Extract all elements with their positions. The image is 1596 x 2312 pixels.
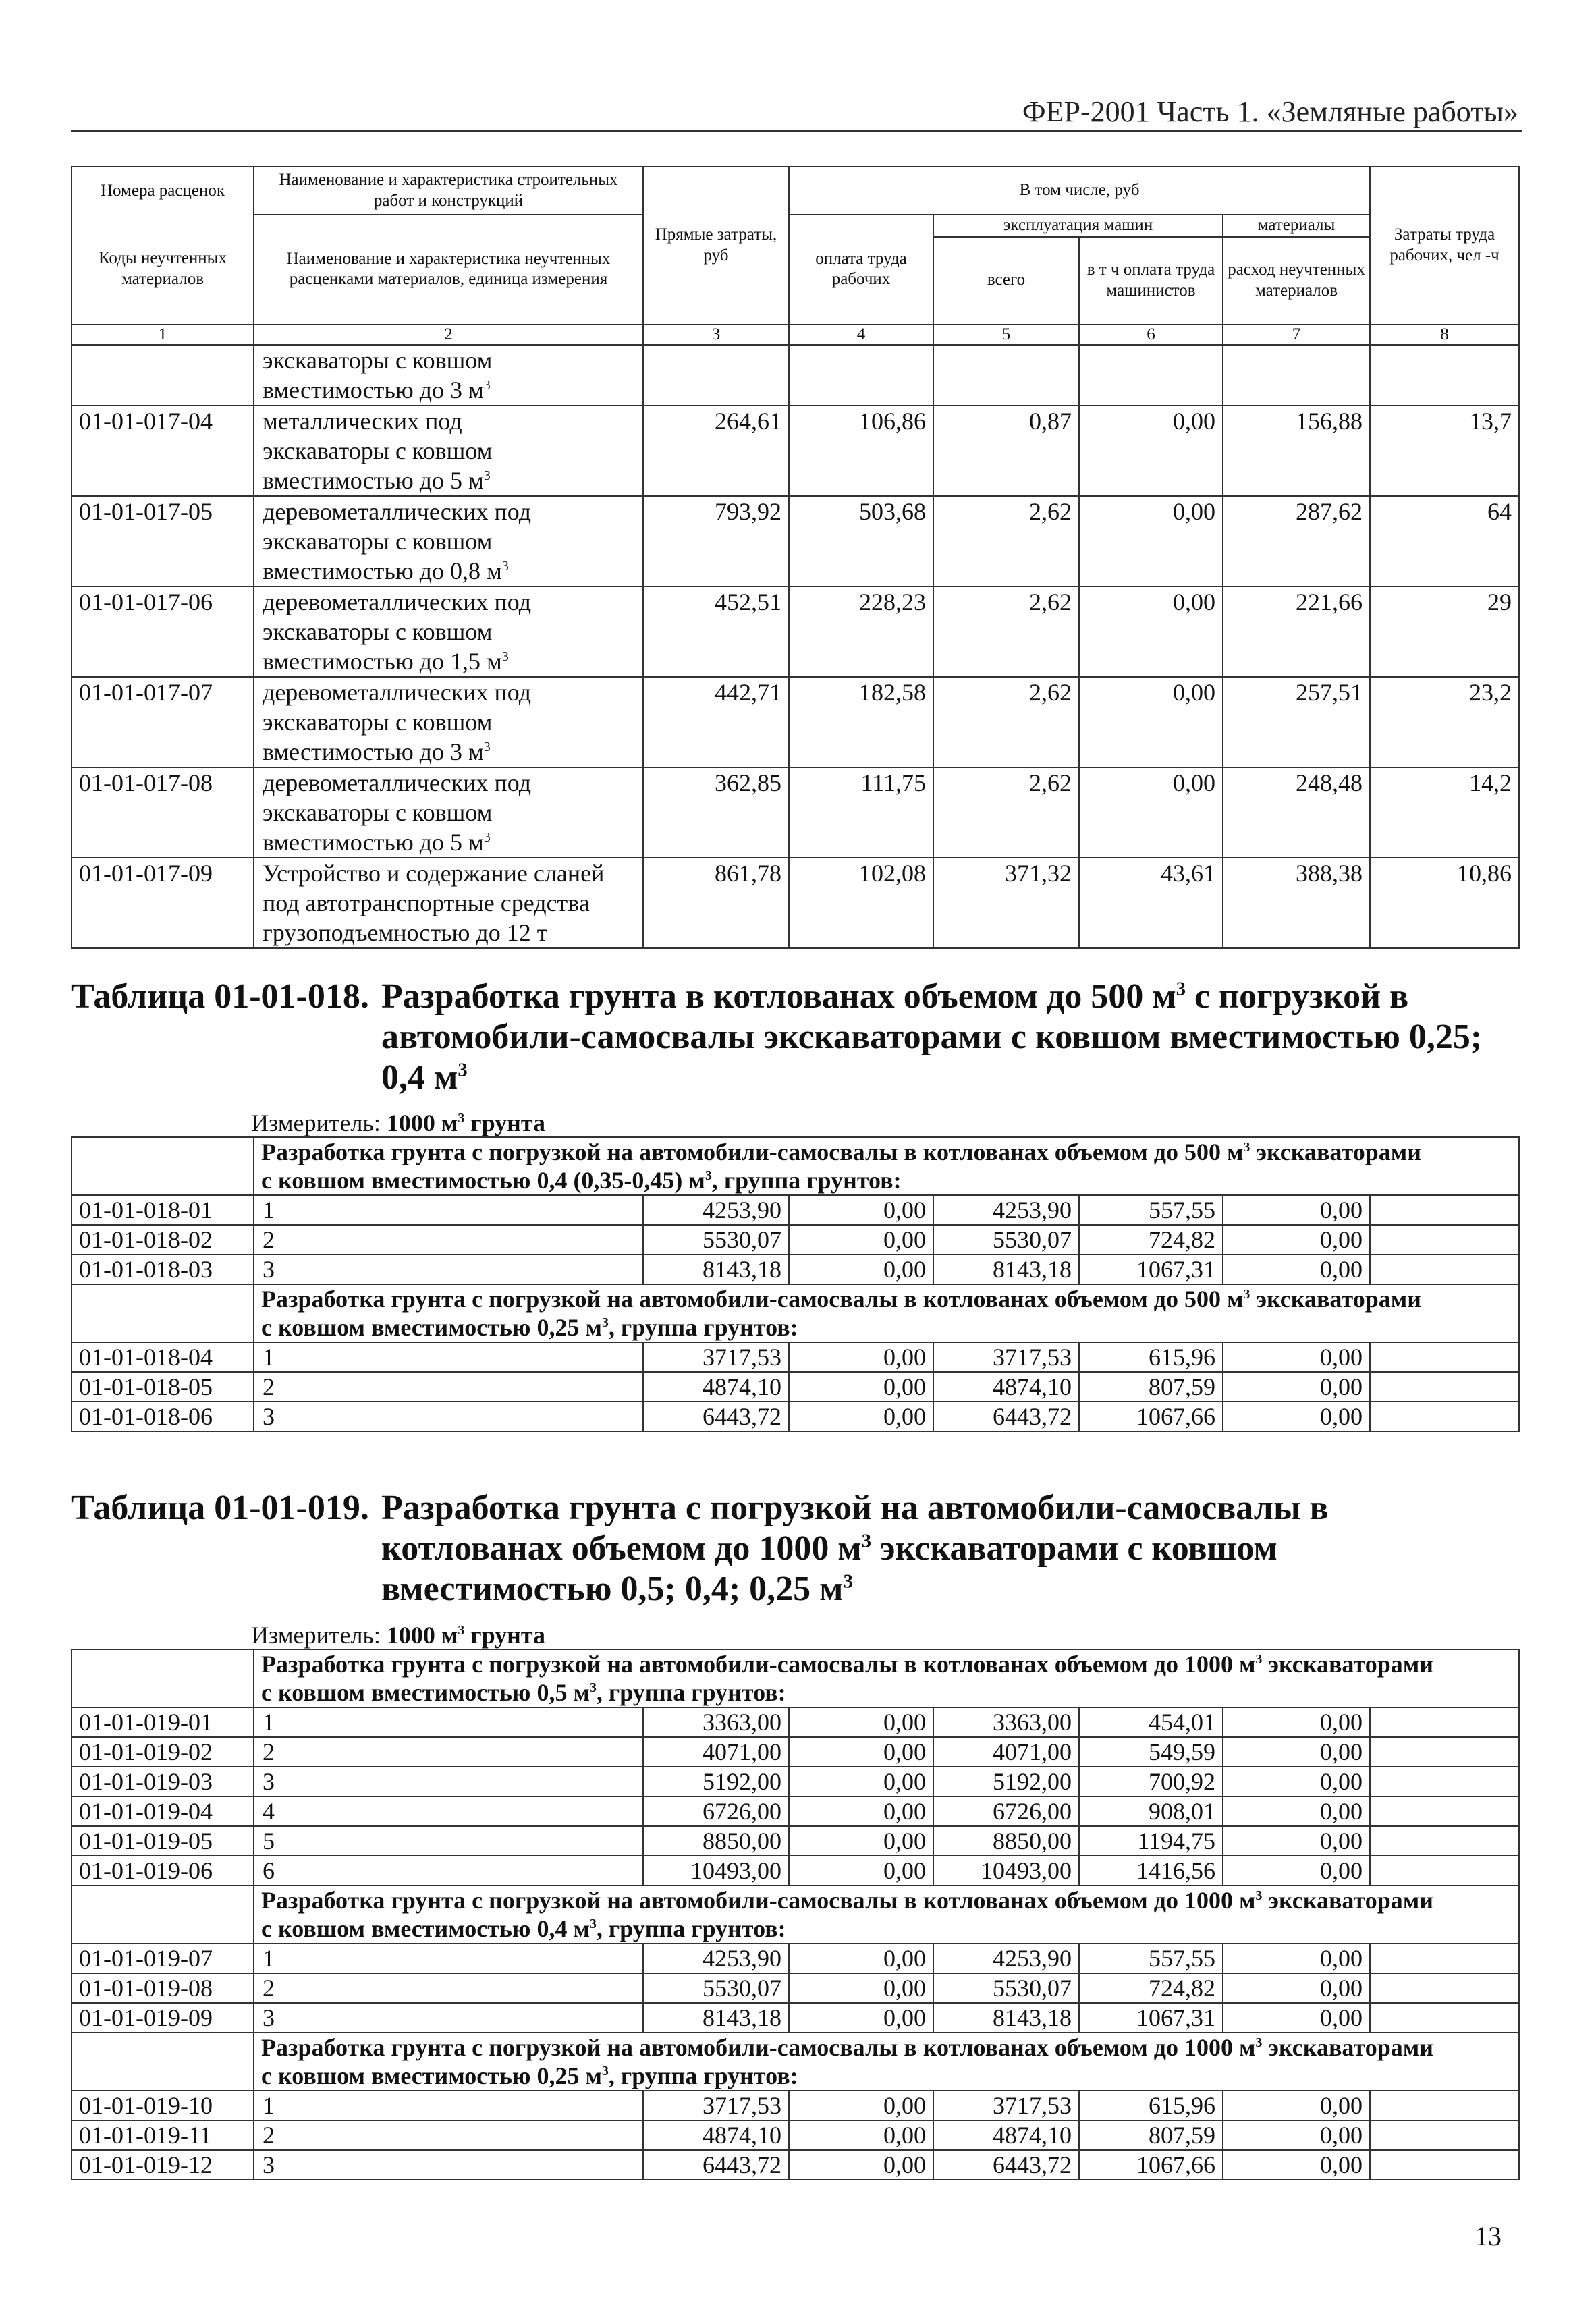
group-header-row bbox=[72, 1284, 1519, 1342]
col-header-worker-pay: оплата труда рабочих bbox=[789, 215, 933, 325]
value-cell: 5192,00 bbox=[933, 1767, 1079, 1796]
rate-code: 01-01-019-11 bbox=[72, 2120, 254, 2150]
soil-group: 6 bbox=[254, 1856, 643, 1886]
table-018 bbox=[71, 1136, 1520, 1432]
value-cell: 4253,90 bbox=[933, 1944, 1079, 1973]
value-cell: 6726,00 bbox=[643, 1796, 789, 1826]
continuation-row bbox=[72, 345, 1519, 406]
value-cell: 14,2 bbox=[1370, 767, 1519, 858]
rate-code: 01-01-017-08 bbox=[72, 767, 254, 858]
value-cell: 5530,07 bbox=[643, 1225, 789, 1255]
table-row bbox=[72, 1402, 1519, 1431]
soil-group: 2 bbox=[254, 2120, 643, 2150]
value-cell: 0,00 bbox=[1223, 1372, 1370, 1402]
value-cell: 557,55 bbox=[1079, 1944, 1223, 1973]
value-cell: 3717,53 bbox=[933, 2091, 1079, 2120]
table-row bbox=[72, 2003, 1519, 2033]
value-cell: 0,00 bbox=[1223, 1342, 1370, 1372]
value-cell: 0,00 bbox=[1079, 586, 1223, 677]
table-019-label: Таблица 01-01-019. bbox=[71, 1489, 369, 1527]
rate-code: 01-01-019-07 bbox=[72, 1944, 254, 1973]
value-cell: 4253,90 bbox=[933, 1195, 1079, 1225]
value-cell: 908,01 bbox=[1079, 1796, 1223, 1826]
value-cell: 3363,00 bbox=[643, 1707, 789, 1737]
soil-group: 1 bbox=[254, 1944, 643, 1973]
value-cell: 4874,10 bbox=[933, 2120, 1079, 2150]
column-number: 2 bbox=[254, 325, 643, 345]
col-header-materials: материалы bbox=[1223, 215, 1370, 237]
table-row bbox=[72, 1856, 1519, 1886]
rate-description: металлических под экскаваторы с ковшом вместимостью до 5 $м^3$ bbox=[254, 406, 643, 496]
table-019-title: Таблица 01-01-019. Разработка грунта с погрузкой на автомобили-самосвалы в котлованах объемом до 1000 $м^3$ экскаваторами с ковшом вместимостью 0,5; 0,4; 0,25 $м^3$ bbox=[71, 1489, 1329, 1608]
value-cell: 5530,07 bbox=[933, 1225, 1079, 1255]
soil-group: 1 bbox=[254, 2091, 643, 2120]
value-cell: 0,00 bbox=[789, 2150, 933, 2180]
page-number: 13 bbox=[1475, 2221, 1502, 2251]
value-cell: 0,00 bbox=[789, 1826, 933, 1856]
rate-code: 01-01-018-03 bbox=[72, 1255, 254, 1284]
table-019-meter: Измеритель: 1000 $м^3$ грунта bbox=[251, 1622, 546, 1649]
value-cell: 6443,72 bbox=[933, 1402, 1079, 1431]
value-cell: 0,00 bbox=[1223, 1796, 1370, 1826]
soil-group: 1 bbox=[254, 1195, 643, 1225]
value-cell: 0,00 bbox=[789, 1195, 933, 1225]
value-cell: 549,59 bbox=[1079, 1737, 1223, 1767]
value-cell: 5530,07 bbox=[643, 1973, 789, 2003]
value-cell: 0,00 bbox=[789, 1372, 933, 1402]
soil-group: 2 bbox=[254, 1372, 643, 1402]
column-number: 5 bbox=[933, 325, 1079, 345]
running-header: ФЕР-2001 Часть 1. «Земляные работы» bbox=[1022, 95, 1518, 128]
value-cell: 0,00 bbox=[1223, 1856, 1370, 1886]
table-row bbox=[72, 586, 1519, 677]
value-cell: 0,00 bbox=[1223, 1973, 1370, 2003]
value-cell: 4253,90 bbox=[643, 1195, 789, 1225]
value-cell: 10493,00 bbox=[643, 1856, 789, 1886]
value-cell: 0,00 bbox=[789, 2003, 933, 2033]
soil-group: 2 bbox=[254, 1973, 643, 2003]
value-cell: 3363,00 bbox=[933, 1707, 1079, 1737]
value-cell: 0,00 bbox=[789, 1767, 933, 1796]
value-cell: 388,38 bbox=[1223, 858, 1370, 948]
table-row bbox=[72, 858, 1519, 948]
value-cell: 0,00 bbox=[789, 1402, 933, 1431]
value-cell: 0,00 bbox=[789, 1707, 933, 1737]
value-cell: 248,48 bbox=[1223, 767, 1370, 858]
table-row bbox=[72, 1225, 1519, 1255]
soil-group: 1 bbox=[254, 1707, 643, 1737]
value-cell: 257,51 bbox=[1223, 677, 1370, 767]
value-cell: 1194,75 bbox=[1079, 1826, 1223, 1856]
table-row bbox=[72, 767, 1519, 858]
value-cell: 0,00 bbox=[1079, 406, 1223, 496]
header-row-1 bbox=[72, 167, 1519, 215]
table-row bbox=[72, 1195, 1519, 1225]
value-cell: 0,00 bbox=[1223, 1255, 1370, 1284]
value-cell: 1416,56 bbox=[1079, 1856, 1223, 1886]
rate-code: 01-01-019-06 bbox=[72, 1856, 254, 1886]
group-header-row bbox=[72, 2033, 1519, 2091]
value-cell: 5192,00 bbox=[643, 1767, 789, 1796]
rate-code: 01-01-018-01 bbox=[72, 1195, 254, 1225]
group-description: Разработка грунта с погрузкой на автомобили-самосвалы в котлованах объемом до 1000 $м^3$ экскаваторами с ковшом вместимостью 0,25 $м^3$, группа грунтов: bbox=[254, 2033, 1519, 2091]
group-description: Разработка грунта с погрузкой на автомобили-самосвалы в котлованах объемом до 500 $м^3$ экскаваторами с ковшом вместимостью 0,4 (0,35-0,45) $м^3$, группа грунтов: bbox=[254, 1137, 1519, 1195]
rate-description: деревометаллических под экскаваторы с ковшом вместимостью до 1,5 $м^3$ bbox=[254, 586, 643, 677]
rate-description: Устройство и содержание сланей под автотранспортные средства грузоподъемностью до 12 т bbox=[254, 858, 643, 948]
table-row bbox=[72, 2150, 1519, 2180]
value-cell: 1067,31 bbox=[1079, 2003, 1223, 2033]
value-cell: 10493,00 bbox=[933, 1856, 1079, 1886]
table-row bbox=[72, 677, 1519, 767]
rate-code: 01-01-019-08 bbox=[72, 1973, 254, 2003]
value-cell: 0,00 bbox=[1079, 677, 1223, 767]
value-cell: 6443,72 bbox=[933, 2150, 1079, 2180]
value-cell: 0,00 bbox=[1223, 1737, 1370, 1767]
value-cell: 557,55 bbox=[1079, 1195, 1223, 1225]
value-cell: 8143,18 bbox=[933, 1255, 1079, 1284]
value-cell: 0,00 bbox=[1223, 2150, 1370, 2180]
soil-group: 2 bbox=[254, 1737, 643, 1767]
header-row-2 bbox=[72, 215, 1519, 237]
column-number: 7 bbox=[1223, 325, 1370, 345]
value-cell: 0,00 bbox=[789, 1856, 933, 1886]
value-cell: 0,00 bbox=[789, 1255, 933, 1284]
rate-code: 01-01-017-05 bbox=[72, 496, 254, 586]
value-cell: 0,00 bbox=[1079, 496, 1223, 586]
value-cell: 362,85 bbox=[643, 767, 789, 858]
value-cell: 1067,66 bbox=[1079, 1402, 1223, 1431]
col-header-works: Наименование и характеристика строительных работ и конструкций bbox=[254, 167, 643, 215]
value-cell: 29 bbox=[1370, 586, 1519, 677]
group-header-row bbox=[72, 1649, 1519, 1707]
value-cell: 793,92 bbox=[643, 496, 789, 586]
value-cell: 111,75 bbox=[789, 767, 933, 858]
value-cell: 371,32 bbox=[933, 858, 1079, 948]
column-number: 4 bbox=[789, 325, 933, 345]
column-number: 1 bbox=[72, 325, 254, 345]
group-header-row bbox=[72, 1886, 1519, 1944]
soil-group: 3 bbox=[254, 1767, 643, 1796]
rate-code: 01-01-019-04 bbox=[72, 1796, 254, 1826]
rate-code: 01-01-017-07 bbox=[72, 677, 254, 767]
soil-group: 5 bbox=[254, 1826, 643, 1856]
value-cell: 503,68 bbox=[789, 496, 933, 586]
value-cell: 0,00 bbox=[789, 2120, 933, 2150]
rate-code: 01-01-018-02 bbox=[72, 1225, 254, 1255]
soil-group: 4 bbox=[254, 1796, 643, 1826]
value-cell: 156,88 bbox=[1223, 406, 1370, 496]
value-cell: 724,82 bbox=[1079, 1973, 1223, 2003]
value-cell: 4071,00 bbox=[933, 1737, 1079, 1767]
col-header-rates: Номера расценок bbox=[72, 167, 254, 215]
col-header-machines-total: всего bbox=[933, 237, 1079, 325]
rate-code: 01-01-019-01 bbox=[72, 1707, 254, 1737]
value-cell: 0,00 bbox=[1223, 1826, 1370, 1856]
value-cell: 2,62 bbox=[933, 586, 1079, 677]
value-cell: 2,62 bbox=[933, 767, 1079, 858]
group-header-row bbox=[72, 1137, 1519, 1195]
rate-code: 01-01-019-12 bbox=[72, 2150, 254, 2180]
table-row bbox=[72, 1973, 1519, 2003]
table-row bbox=[72, 1255, 1519, 1284]
value-cell: 0,00 bbox=[1223, 2120, 1370, 2150]
continuation-desc: экскаваторы с ковшом вместимостью до 3 $м^3$ bbox=[254, 345, 643, 406]
value-cell: 1067,31 bbox=[1079, 1255, 1223, 1284]
value-cell: 8143,18 bbox=[643, 2003, 789, 2033]
table-018-label: Таблица 01-01-018. bbox=[71, 977, 369, 1016]
value-cell: 10,86 bbox=[1370, 858, 1519, 948]
table-row bbox=[72, 2120, 1519, 2150]
value-cell: 1067,66 bbox=[1079, 2150, 1223, 2180]
table-row bbox=[72, 2091, 1519, 2120]
value-cell: 4071,00 bbox=[643, 1737, 789, 1767]
value-cell: 0,00 bbox=[789, 1737, 933, 1767]
value-cell: 8143,18 bbox=[933, 2003, 1079, 2033]
table-row bbox=[72, 1767, 1519, 1796]
value-cell: 0,00 bbox=[1079, 767, 1223, 858]
value-cell: 182,58 bbox=[789, 677, 933, 767]
table-017 bbox=[71, 166, 1520, 949]
value-cell: 0,00 bbox=[789, 2091, 933, 2120]
value-cell: 0,00 bbox=[789, 1973, 933, 2003]
value-cell: 442,71 bbox=[643, 677, 789, 767]
value-cell: 4874,10 bbox=[933, 1372, 1079, 1402]
value-cell: 13,7 bbox=[1370, 406, 1519, 496]
value-cell: 0,00 bbox=[1223, 1944, 1370, 1973]
value-cell: 807,59 bbox=[1079, 2120, 1223, 2150]
rate-code: 01-01-019-10 bbox=[72, 2091, 254, 2120]
table-row bbox=[72, 1707, 1519, 1737]
rate-description: деревометаллических под экскаваторы с ковшом вместимостью до 0,8 $м^3$ bbox=[254, 496, 643, 586]
col-header-codes: Коды неучтенных материалов bbox=[72, 215, 254, 325]
value-cell: 23,2 bbox=[1370, 677, 1519, 767]
table-row bbox=[72, 496, 1519, 586]
value-cell: 287,62 bbox=[1223, 496, 1370, 586]
value-cell: 8850,00 bbox=[933, 1826, 1079, 1856]
value-cell: 0,00 bbox=[1223, 1195, 1370, 1225]
value-cell: 0,00 bbox=[789, 1944, 933, 1973]
value-cell: 0,00 bbox=[1223, 1402, 1370, 1431]
col-header-unaccounted-materials: расход неучтенных материалов bbox=[1223, 237, 1370, 325]
soil-group: 3 bbox=[254, 2003, 643, 2033]
table-row bbox=[72, 1372, 1519, 1402]
rate-code: 01-01-019-02 bbox=[72, 1737, 254, 1767]
table-018-meter: Измеритель: 1000 $м^3$ грунта bbox=[251, 1109, 546, 1136]
table-row bbox=[72, 406, 1519, 496]
value-cell: 5530,07 bbox=[933, 1973, 1079, 2003]
rate-code: 01-01-019-05 bbox=[72, 1826, 254, 1856]
value-cell: 3717,53 bbox=[643, 2091, 789, 2120]
table-row bbox=[72, 1796, 1519, 1826]
value-cell: 0,00 bbox=[789, 1342, 933, 1372]
value-cell: 0,00 bbox=[789, 1225, 933, 1255]
table-019 bbox=[71, 1649, 1520, 2180]
value-cell: 0,00 bbox=[1223, 2091, 1370, 2120]
value-cell: 6443,72 bbox=[643, 2150, 789, 2180]
column-number: 3 bbox=[643, 325, 789, 345]
value-cell: 700,92 bbox=[1079, 1767, 1223, 1796]
soil-group: 3 bbox=[254, 2150, 643, 2180]
value-cell: 861,78 bbox=[643, 858, 789, 948]
header-rule bbox=[71, 130, 1522, 132]
value-cell: 452,51 bbox=[643, 586, 789, 677]
value-cell: 221,66 bbox=[1223, 586, 1370, 677]
value-cell: 8143,18 bbox=[643, 1255, 789, 1284]
col-header-including: В том числе, руб bbox=[789, 167, 1370, 215]
table-row bbox=[72, 1342, 1519, 1372]
col-header-operator-pay: в т ч оплата труда машинистов bbox=[1079, 237, 1223, 325]
column-number: 6 bbox=[1079, 325, 1223, 345]
value-cell: 228,23 bbox=[789, 586, 933, 677]
value-cell: 724,82 bbox=[1079, 1225, 1223, 1255]
column-number: 8 bbox=[1370, 325, 1519, 345]
table-row bbox=[72, 1826, 1519, 1856]
table-row bbox=[72, 1944, 1519, 1973]
rate-code: 01-01-019-03 bbox=[72, 1767, 254, 1796]
value-cell: 4874,10 bbox=[643, 2120, 789, 2150]
value-cell: 264,61 bbox=[643, 406, 789, 496]
value-cell: 615,96 bbox=[1079, 1342, 1223, 1372]
value-cell: 64 bbox=[1370, 496, 1519, 586]
value-cell: 0,00 bbox=[789, 1796, 933, 1826]
value-cell: 454,01 bbox=[1079, 1707, 1223, 1737]
group-description: Разработка грунта с погрузкой на автомобили-самосвалы в котлованах объемом до 500 $м^3$ экскаваторами с ковшом вместимостью 0,25 $м^3$, группа грунтов: bbox=[254, 1284, 1519, 1342]
table-018-title: Таблица 01-01-018. Разработка грунта в котлованах объемом до 500 $м^3$ с погрузкой в автомобили-самосвалы экскаваторами с ковшом вместимостью 0,25; 0,4 $м^3$ bbox=[71, 977, 1483, 1097]
rate-code: 01-01-017-04 bbox=[72, 406, 254, 496]
value-cell: 0,00 bbox=[1223, 1225, 1370, 1255]
soil-group: 3 bbox=[254, 1255, 643, 1284]
soil-group: 3 bbox=[254, 1402, 643, 1431]
rate-code: 01-01-017-06 bbox=[72, 586, 254, 677]
value-cell: 106,86 bbox=[789, 406, 933, 496]
value-cell: 2,62 bbox=[933, 496, 1079, 586]
value-cell: 6726,00 bbox=[933, 1796, 1079, 1826]
value-cell: 6443,72 bbox=[643, 1402, 789, 1431]
col-header-machines: эксплуатация машин bbox=[933, 215, 1223, 237]
value-cell: 0,87 bbox=[933, 406, 1079, 496]
rate-description: деревометаллических под экскаваторы с ковшом вместимостью до 3 $м^3$ bbox=[254, 677, 643, 767]
col-header-labor-hours: Затраты труда рабочих, чел -ч bbox=[1370, 167, 1519, 325]
value-cell: 0,00 bbox=[1223, 2003, 1370, 2033]
value-cell: 4253,90 bbox=[643, 1944, 789, 1973]
col-header-direct-costs: Прямые затраты, руб bbox=[643, 167, 789, 325]
column-number-row bbox=[72, 325, 1519, 345]
group-description: Разработка грунта с погрузкой на автомобили-самосвалы в котлованах объемом до 1000 $м^3$ экскаваторами с ковшом вместимостью 0,4 $м^3$, группа грунтов: bbox=[254, 1886, 1519, 1944]
rate-code: 01-01-018-05 bbox=[72, 1372, 254, 1402]
soil-group: 2 bbox=[254, 1225, 643, 1255]
rate-code: 01-01-018-06 bbox=[72, 1402, 254, 1431]
group-description: Разработка грунта с погрузкой на автомобили-самосвалы в котлованах объемом до 1000 $м^3$ экскаваторами с ковшом вместимостью 0,5 $м^3$, группа грунтов: bbox=[254, 1649, 1519, 1707]
value-cell: 4874,10 bbox=[643, 1372, 789, 1402]
value-cell: 3717,53 bbox=[933, 1342, 1079, 1372]
value-cell: 807,59 bbox=[1079, 1372, 1223, 1402]
value-cell: 8850,00 bbox=[643, 1826, 789, 1856]
rate-code: 01-01-017-09 bbox=[72, 858, 254, 948]
value-cell: 615,96 bbox=[1079, 2091, 1223, 2120]
value-cell: 0,00 bbox=[1223, 1767, 1370, 1796]
rate-code: 01-01-019-09 bbox=[72, 2003, 254, 2033]
value-cell: 43,61 bbox=[1079, 858, 1223, 948]
value-cell: 102,08 bbox=[789, 858, 933, 948]
soil-group: 1 bbox=[254, 1342, 643, 1372]
value-cell: 2,62 bbox=[933, 677, 1079, 767]
col-header-materials-desc: Наименование и характеристика неучтенных расценками материалов, единица измерения bbox=[254, 215, 643, 325]
rate-code: 01-01-018-04 bbox=[72, 1342, 254, 1372]
table-row bbox=[72, 1737, 1519, 1767]
value-cell: 0,00 bbox=[1223, 1707, 1370, 1737]
rate-description: деревометаллических под экскаваторы с ковшом вместимостью до 5 $м^3$ bbox=[254, 767, 643, 858]
value-cell: 3717,53 bbox=[643, 1342, 789, 1372]
